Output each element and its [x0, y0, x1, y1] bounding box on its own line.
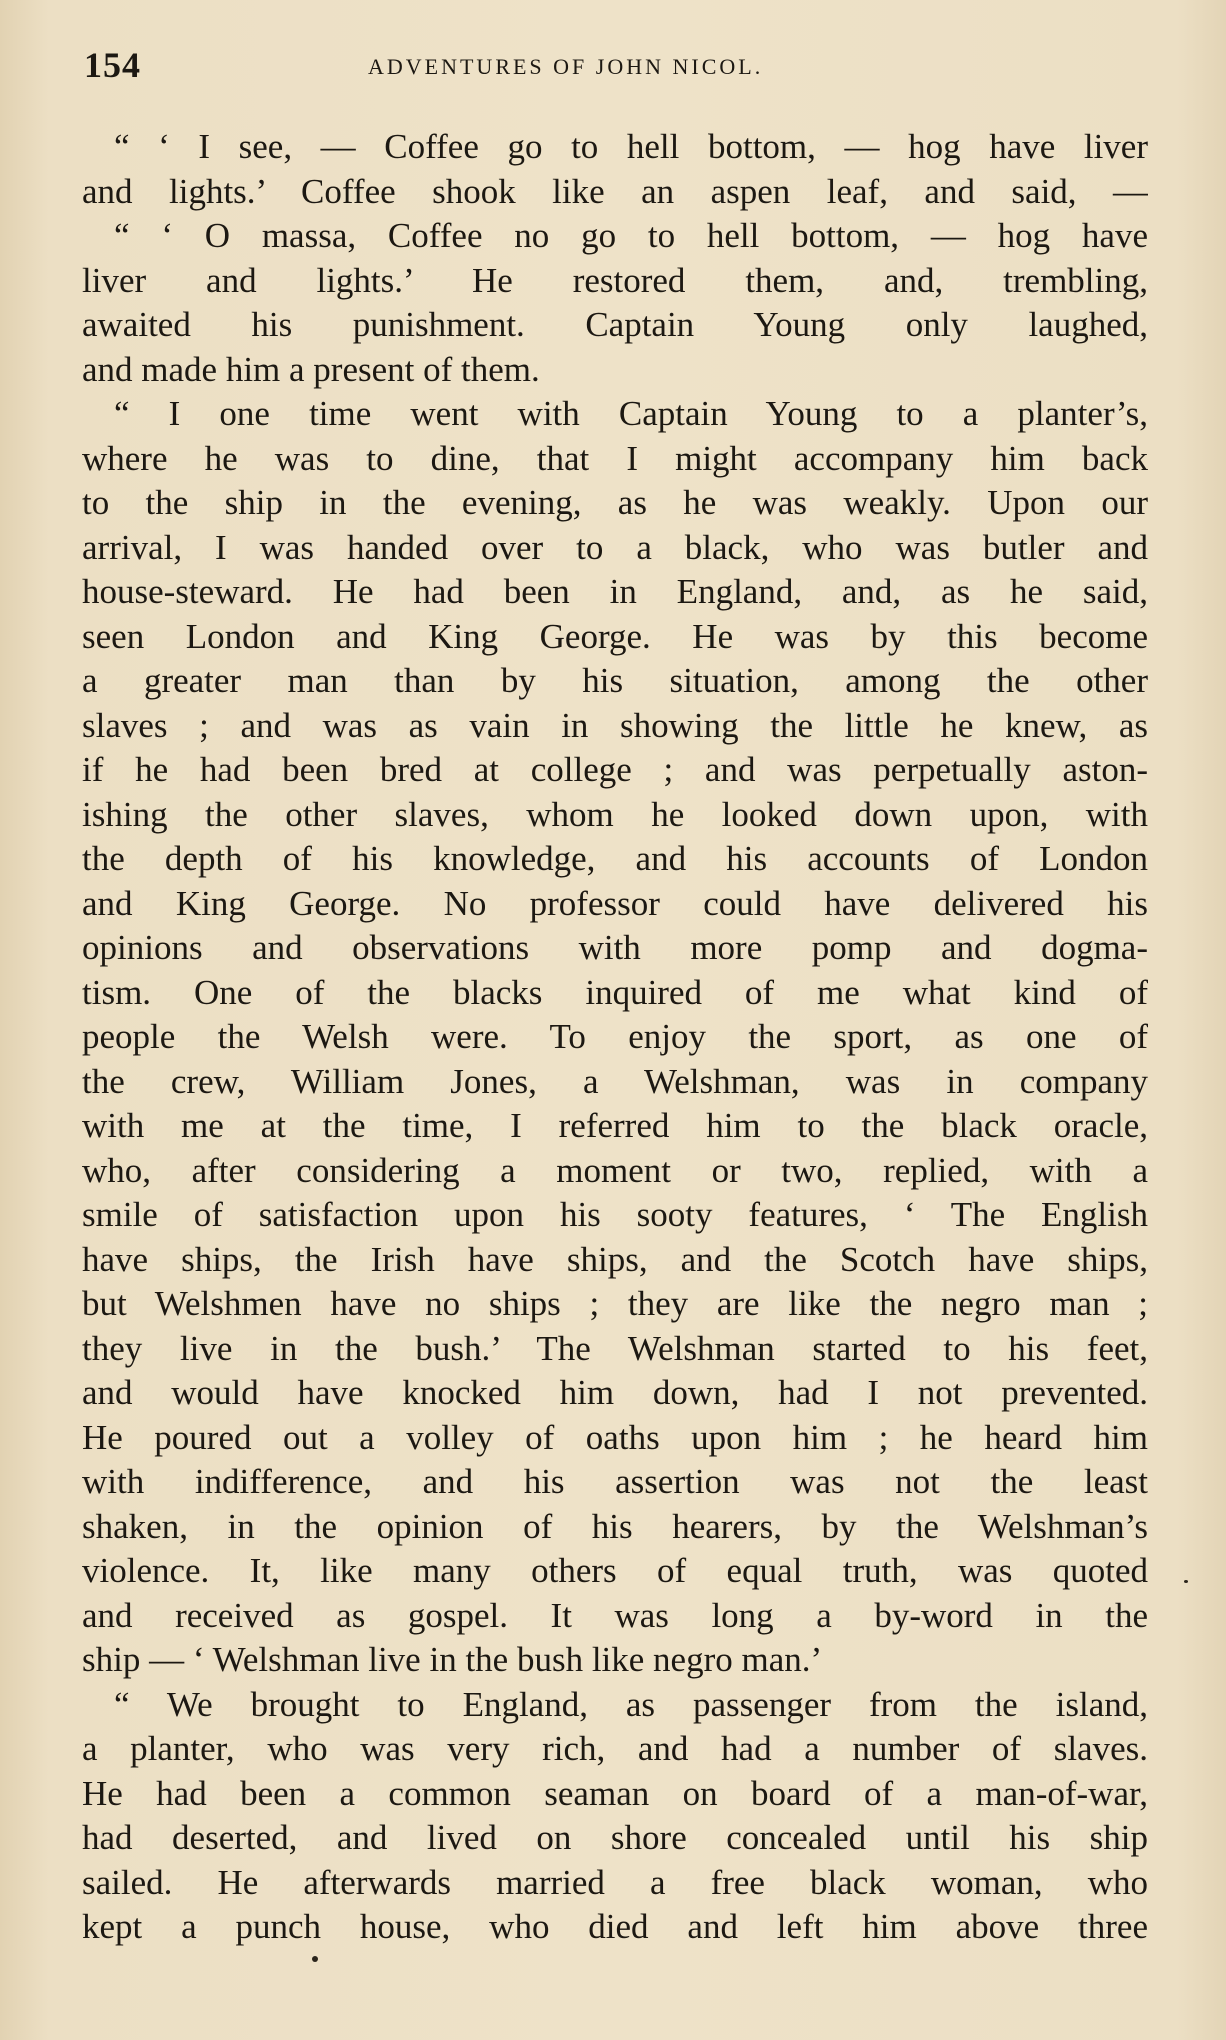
- text-line: have ships, the Irish have ships, and the Scotch have ships,: [82, 1239, 1148, 1279]
- running-head: [84, 44, 1162, 104]
- text-line: and made him a present of them.: [82, 349, 540, 389]
- text-line: and received as gospel. It was long a by-word in the: [82, 1595, 1148, 1635]
- text-line: people the Welsh were. To enjoy the sport, as one of: [82, 1017, 1148, 1056]
- ink-speck: [1184, 1580, 1188, 1583]
- text-line: opinions and observations with more pomp and dogma-: [82, 928, 1148, 967]
- text-line: He had been a common seaman on board of a man-of-war,: [82, 1773, 1148, 1813]
- text-line: and lights.’ Coffee shook like an aspen leaf, and said, —: [82, 171, 1148, 211]
- text-line: shaken, in the opinion of his hearers, by the Welshman’s: [82, 1506, 1148, 1546]
- text-line: slaves ; and was as vain in showing the little he knew, as: [82, 705, 1148, 745]
- body-text: [82, 125, 1148, 1950]
- text-line: if he had been bred at college ; and was perpetually aston-: [82, 750, 1148, 789]
- text-line: the depth of his knowledge, and his accounts of London: [82, 839, 1148, 878]
- text-line: and King George. No professor could have delivered his: [82, 883, 1148, 923]
- text-line: with me at the time, I referred him to the black oracle,: [82, 1106, 1148, 1145]
- text-line: seen London and King George. He was by this become: [82, 616, 1148, 656]
- running-head-title: ADVENTURES OF JOHN NICOL.: [368, 54, 764, 79]
- text-line: a planter, who was very rich, and had a number of slaves.: [82, 1729, 1148, 1768]
- text-line: arrival, I was handed over to a black, who was butler and: [82, 527, 1148, 567]
- text-line: who, after considering a moment or two, replied, with a: [82, 1150, 1148, 1190]
- text-line: kept a punch house, who died and left him above three: [82, 1907, 1148, 1946]
- text-line: awaited his punishment. Captain Young only laughed,: [82, 305, 1148, 344]
- ink-speck: [312, 1956, 318, 1962]
- text-line: sailed. He afterwards married a free black woman, who: [82, 1862, 1148, 1902]
- text-line: house-steward. He had been in England, and, as he said,: [82, 572, 1148, 611]
- page-number: 154: [84, 45, 141, 85]
- text-line: “ ‘ O massa, Coffee no go to hell bottom, — hog have: [114, 216, 1148, 255]
- text-line: smile of satisfaction upon his sooty features, ‘ The English: [82, 1195, 1148, 1234]
- text-line: and would have knocked him down, had I not prevented.: [82, 1373, 1148, 1412]
- text-line: a greater man than by his situation, among the other: [82, 661, 1148, 700]
- text-line: but Welshmen have no ships ; they are like the negro man ;: [82, 1284, 1148, 1323]
- text-line: ishing the other slaves, whom he looked down upon, with: [82, 794, 1148, 834]
- text-line: they live in the bush.’ The Welshman started to his feet,: [82, 1328, 1148, 1368]
- text-line: violence. It, like many others of equal truth, was quoted: [82, 1551, 1148, 1590]
- text-line: He poured out a volley of oaths upon him ; he heard him: [82, 1417, 1148, 1457]
- text-line: “ I one time went with Captain Young to a planter’s,: [114, 394, 1148, 433]
- text-line: “ We brought to England, as passenger from the island,: [114, 1684, 1148, 1724]
- text-line: had deserted, and lived on shore concealed until his ship: [82, 1818, 1148, 1857]
- text-line: tism. One of the blacks inquired of me what kind of: [82, 972, 1148, 1012]
- text-line: the crew, William Jones, a Welshman, was in company: [82, 1061, 1148, 1101]
- text-line: to the ship in the evening, as he was weakly. Upon our: [82, 483, 1148, 522]
- text-line: “ ‘ I see, — Coffee go to hell bottom, — hog have liver: [114, 127, 1148, 166]
- text-line: liver and lights.’ He restored them, and, trembling,: [82, 260, 1148, 300]
- text-line: with indifference, and his assertion was not the least: [82, 1462, 1148, 1501]
- text-line: ship — ‘ Welshman live in the bush like negro man.’: [82, 1640, 823, 1679]
- text-line: where he was to dine, that I might accompany him back: [82, 438, 1148, 478]
